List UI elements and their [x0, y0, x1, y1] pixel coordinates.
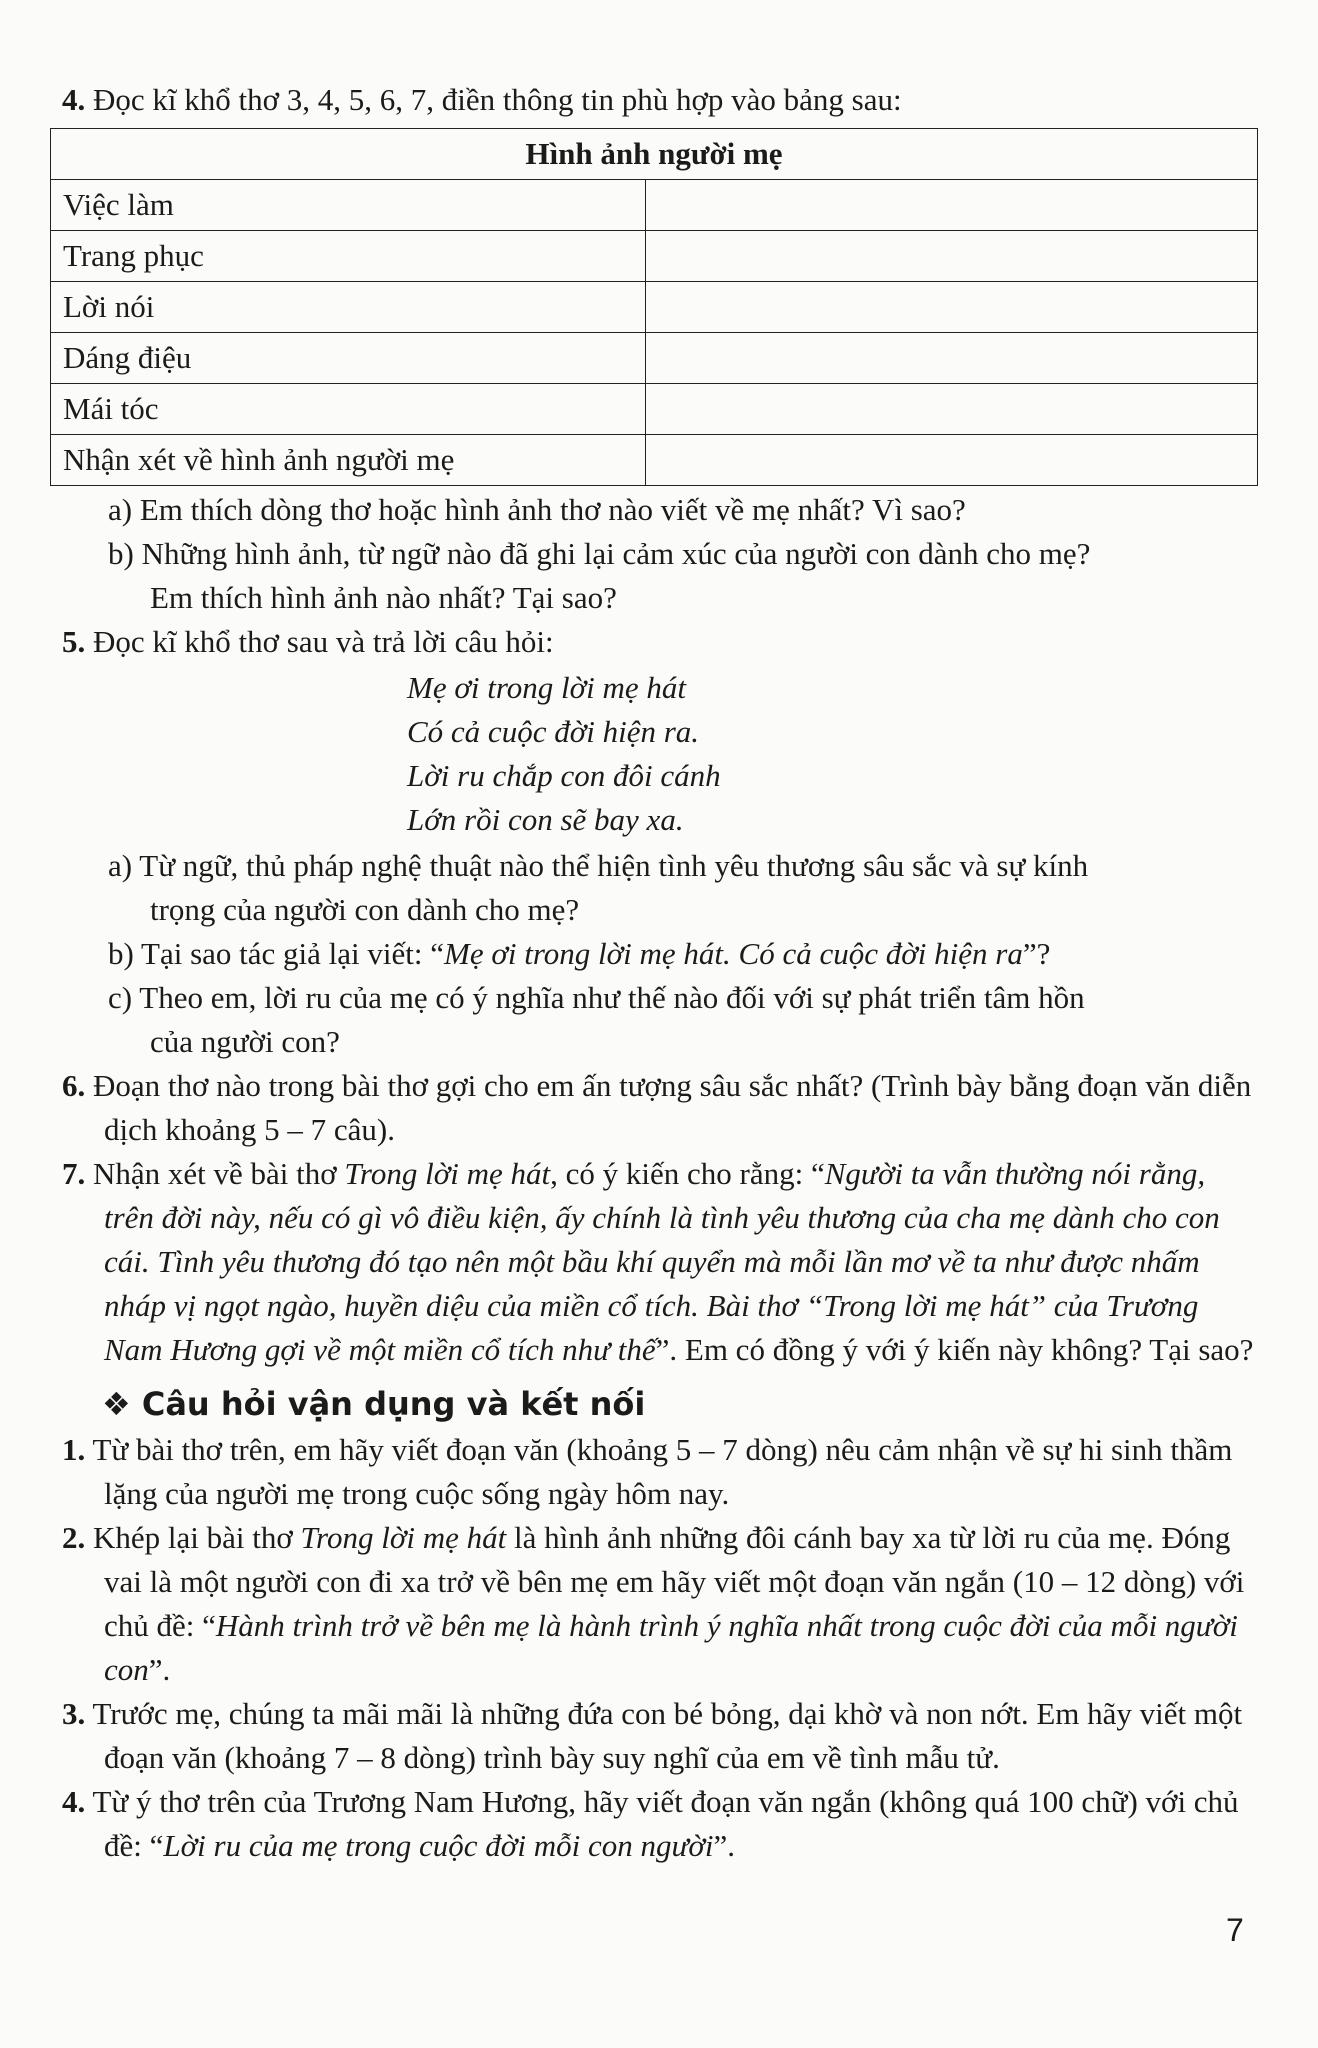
poem-stanza: [407, 666, 1256, 842]
mother-image-table: [50, 128, 1258, 486]
question-6-number: 6.: [62, 1068, 86, 1103]
exercise-2-poem-title: Trong lời mẹ hát: [300, 1520, 507, 1555]
table-row-value: [646, 435, 1258, 486]
table-header: Hình ảnh người mẹ: [51, 129, 1258, 180]
table-row-value: [646, 282, 1258, 333]
question-7-mid: , có ý kiến cho rằng: “: [550, 1156, 825, 1191]
table-row-label: Dáng điệu: [51, 333, 646, 384]
poem-line: Có cả cuộc đời hiện ra.: [407, 714, 700, 749]
question-5-number: 5.: [62, 624, 86, 659]
table-row: [51, 282, 1258, 333]
question-4b: [108, 532, 1256, 620]
exercise-3: [62, 1692, 1256, 1780]
page-number: 7: [1226, 1912, 1244, 1948]
question-4-number: 4.: [62, 82, 86, 117]
question-6: [62, 1064, 1256, 1152]
question-5b-pre: b) Tại sao tác giả lại viết: “: [108, 936, 444, 971]
table-row-label: Mái tóc: [51, 384, 646, 435]
table-row-label: Việc làm: [51, 180, 646, 231]
poem-line: Mẹ ơi trong lời mẹ hát: [407, 670, 687, 705]
table-header-row: [51, 129, 1258, 180]
question-4a: a) Em thích dòng thơ hoặc hình ảnh thơ nào viết về mẹ nhất? Vì sao?: [108, 492, 966, 527]
page-content: [62, 78, 1256, 1868]
exercise-3-text: Trước mẹ, chúng ta mãi mãi là những đứa con bé bỏng, dại khờ và non nớt. Em hãy viết một đoạn văn (khoảng 7 – 8 dòng) trình bày suy nghĩ của em về tình mẫu tử.: [92, 1696, 1243, 1775]
table-row: [51, 231, 1258, 282]
section-title: Câu hỏi vận dụng và kết nối: [141, 1385, 646, 1423]
question-5b-post: ”?: [1022, 936, 1051, 971]
exercise-2-post: ”.: [148, 1652, 171, 1687]
exercise-4-pre: Từ ý thơ trên của Trương Nam Hương, hãy viết đoạn văn ngắn (không quá 100 chữ) với chủ đề: “: [92, 1784, 1239, 1863]
question-4b-line1: b) Những hình ảnh, từ ngữ nào đã ghi lại cảm xúc của người con dành cho mẹ?: [108, 536, 1091, 571]
table-row-label: Trang phục: [51, 231, 646, 282]
table-row: [51, 333, 1258, 384]
diamond-bullet-icon: ❖: [102, 1385, 131, 1423]
question-7-pre: Nhận xét về bài thơ: [93, 1156, 345, 1191]
table-row: [51, 180, 1258, 231]
exercise-2-quote: Hành trình trở về bên mẹ là hành trình ý nghĩa nhất trong cuộc đời của mỗi người con: [104, 1608, 1238, 1687]
poem-line: Lớn rồi con sẽ bay xa.: [407, 802, 684, 837]
exercise-4-number: 4.: [62, 1784, 86, 1819]
exercise-2-pre: Khép lại bài thơ: [93, 1520, 301, 1555]
table-row-value: [646, 384, 1258, 435]
exercise-4: [62, 1780, 1256, 1868]
exercise-3-number: 3.: [62, 1696, 86, 1731]
table-row-value: [646, 231, 1258, 282]
table-row-value: [646, 180, 1258, 231]
question-5-text: Đọc kĩ khổ thơ sau và trả lời câu hỏi:: [93, 624, 554, 659]
question-5a-line1: a) Từ ngữ, thủ pháp nghệ thuật nào thể hiện tình yêu thương sâu sắc và sự kính: [108, 848, 1089, 883]
table-row: [51, 384, 1258, 435]
exercise-1-text: Từ bài thơ trên, em hãy viết đoạn văn (khoảng 5 – 7 dòng) nêu cảm nhận về sự hi sinh thầm lặng của người mẹ trong cuộc sống ngày hôm nay.: [92, 1432, 1233, 1511]
question-4b-line2: Em thích hình ảnh nào nhất? Tại sao?: [150, 580, 617, 615]
question-7-post: ”. Em có đồng ý với ý kiến này không? Tại sao?: [655, 1332, 1254, 1367]
section-heading: [102, 1380, 1256, 1428]
table-row-value: [646, 333, 1258, 384]
exercise-1-number: 1.: [62, 1432, 86, 1467]
question-6-text: Đoạn thơ nào trong bài thơ gợi cho em ấn tượng sâu sắc nhất? (Trình bày bằng đoạn văn diễn dịch khoảng 5 – 7 câu).: [93, 1068, 1252, 1147]
question-5a: [108, 844, 1256, 932]
question-5c-line2: của người con?: [150, 1024, 340, 1059]
question-7: [62, 1152, 1256, 1372]
table-row: [51, 435, 1258, 486]
question-4: [62, 78, 1256, 122]
exercise-1: [62, 1428, 1256, 1516]
exercise-4-post: ”.: [713, 1828, 736, 1863]
question-7-poem-title: Trong lời mẹ hát: [344, 1156, 551, 1191]
table-row-label: Nhận xét về hình ảnh người mẹ: [51, 435, 646, 486]
question-7-number: 7.: [62, 1156, 86, 1191]
exercise-4-quote: Lời ru của mẹ trong cuộc đời mỗi con người: [163, 1828, 714, 1863]
question-4-text: Đọc kĩ khổ thơ 3, 4, 5, 6, 7, điền thông tin phù hợp vào bảng sau:: [93, 82, 902, 117]
question-5c-line1: c) Theo em, lời ru của mẹ có ý nghĩa như thế nào đối với sự phát triển tâm hồn: [108, 980, 1085, 1015]
question-5: [62, 620, 1256, 664]
exercise-2-number: 2.: [62, 1520, 86, 1555]
exercise-2-mid: là hình ảnh những đôi cánh bay xa từ lời ru của mẹ. Đóng vai là một người con đi xa trở về bên mẹ em hãy viết một đoạn văn ngắn (10 – 12 dòng) với chủ đề: “: [104, 1520, 1245, 1643]
question-5c: [108, 976, 1256, 1064]
table-row-label: Lời nói: [51, 282, 646, 333]
exercise-2: [62, 1516, 1256, 1692]
question-5a-line2: trọng của người con dành cho mẹ?: [150, 892, 580, 927]
question-5b: [108, 932, 1256, 976]
question-5b-quote: Mẹ ơi trong lời mẹ hát. Có cả cuộc đời hiện ra: [444, 936, 1023, 971]
poem-line: Lời ru chắp con đôi cánh: [407, 758, 721, 793]
question-7-quote: Người ta vẫn thường nói rằng, trên đời này, nếu có gì vô điều kiện, ấy chính là tình yêu thương của cha mẹ dành cho con cái. Tình yêu thương đó tạo nên một bầu khí quyển mà mỗi lần mơ về ta như được nhấm nháp vị ngọt ngào, huyền diệu của miền cổ tích. Bài thơ “Trong lời mẹ hát” của Trương Nam Hương gợi về một miền cổ tích như thế: [104, 1156, 1220, 1367]
